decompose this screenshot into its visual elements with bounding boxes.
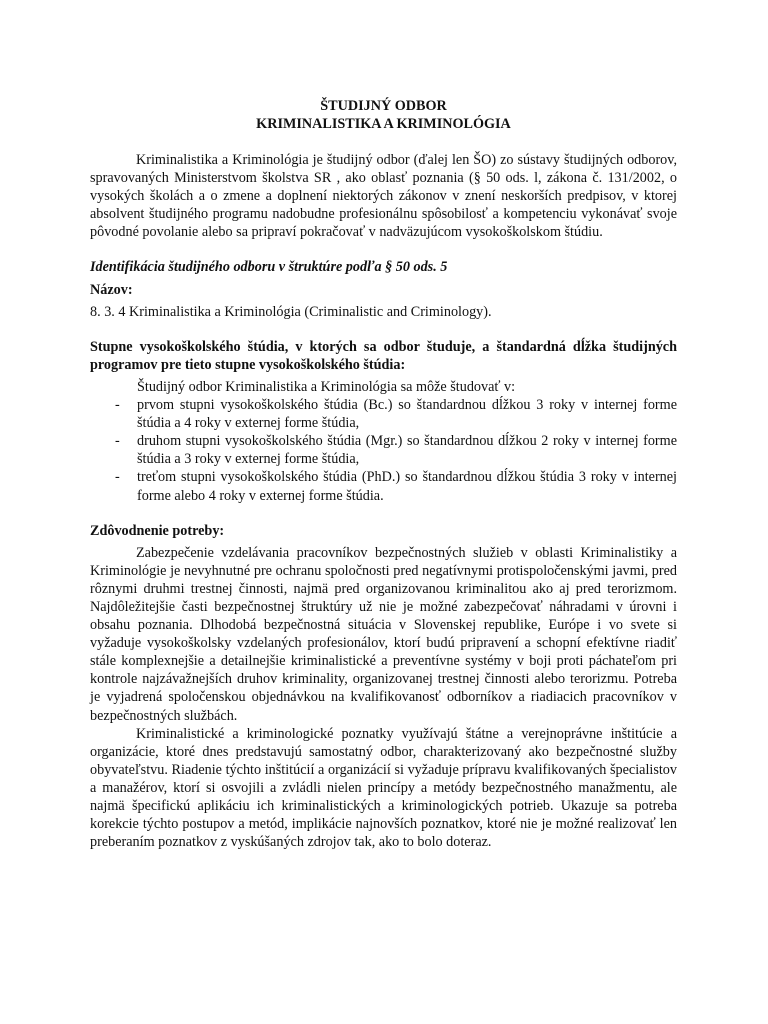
list-dash: -: [115, 469, 120, 486]
degrees-intro: Študijný odbor Kriminalistika a Kriminológia sa môže študovať v:: [137, 378, 516, 395]
document-body: [90, 97, 677, 851]
degrees-heading: Stupne vysokoškolského štúdia, v ktorých sa odbor študuje, a štandardná dĺžka študijných programov pre tieto stupne vysokoškolského štúdia:: [90, 338, 677, 373]
identification-heading: Identifikácia študijného odboru v štruktúre podľa § 50 ods. 5: [90, 259, 448, 276]
name-value: 8. 3. 4 Kriminalistika a Kriminológia (Criminalistic and Criminology).: [90, 303, 492, 320]
list-dash: -: [115, 397, 120, 414]
degree-text: treťom stupni vysokoškolského štúdia (PhD.) so štandardnou dĺžkou štúdia 3 roky v internej forme alebo 4 roky v externej forme štúdia.: [137, 469, 677, 504]
list-dash: -: [115, 433, 120, 450]
intro-paragraph: Kriminalistika a Kriminológia je študijný odbor (ďalej len ŠO) zo sústavy študijných odborov, spravovaných Ministerstvom školstva SR , ako oblasť poznania (§ 50 ods. l, zákona č. 131/2002, o vysokých školách a o zmene a doplnení niektorých zákonov v znení neskorších predpisov, v ktorej absolvent študijného programu nadobudne profesionálnu spôsobilosť a kompetenciu vykonávať svoje pôvodné povolanie alebo sa pripraví pokračovať v nadväzujúcom vysokoškolskom štúdiu.: [90, 152, 677, 241]
degree-item-master: [90, 432, 677, 468]
justification-paragraph-1: Zabezpečenie vzdelávania pracovníkov bezpečnostných služieb v oblasti Kriminalistiky a Kriminológie je nevyhnutné pre ochranu spoločnosti pred negatívnymi protispoločenskými javmi, pred rôznymi druhmi trestnej činnosti, najmä pred organizovanou kriminalitou ako aj pred terorizmom. Najdôležitejšie časti bezpečnostnej štruktúry už nie je možné zabezpečovať náhradami v úrovni i obsahu poznania. Dlhodobá bezpečnostná situácia v Slovenskej republike, Európe i vo svete si vyžaduje vysokoškolsky vzdelaných profesionálov, ktorí budú pripravení a schopní efektívne riadiť stále komplexnejšie a detailnejšie kriminalistické a preventívne systémy v boji proti páchateľom pri kontrole najzávažnejších druhov kriminality, organizovanej trestnej činnosti alebo terorizmu. Potreba je vyjadrená spoločenskou objednávkou na kvalifikovanosť odborníkov a riadiacich pracovníkov v bezpečnostných službách.: [90, 544, 677, 724]
degree-item-bachelor: [90, 396, 677, 432]
document-title-line-1: ŠTUDIJNÝ ODBOR: [320, 98, 447, 114]
degree-text: prvom stupni vysokoškolského štúdia (Bc.) so štandardnou dĺžkou 3 roky v internej forme štúdia a 4 roky v externej forme štúdia,: [137, 397, 677, 432]
name-heading: Názov:: [90, 281, 133, 298]
justification-paragraph-2: Kriminalistické a kriminologické poznatky využívajú štátne a verejnoprávne inštitúcie a organizácie, ktoré dnes predstavujú samostatný odbor, charakterizovaný ako bezpečnostné služby obyvateľstvu. Riadenie týchto inštitúcií a organizácií si vyžaduje prípravu kvalifikovaných špecialistov a manažérov, ktorí si osvojili a zvládli nielen princípy a metódy bezpečnostného manažmentu, ale najmä špecifickú aplikáciu ich kriminalistických a kriminologických potrieb. Ukazuje sa potreba korekcie týchto postupov a metód, implikácie najnovších poznatkov, ktoré nie je možné realizovať len preberaním poznatkov z vyskúšaných zdrojov tak, ako to bolo doteraz.: [90, 725, 677, 851]
degree-text: druhom stupni vysokoškolského štúdia (Mgr.) so štandardnou dĺžkou 2 roky v internej forme štúdia a 3 roky v externej forme štúdia,: [137, 433, 677, 468]
degree-item-doctoral: [90, 468, 677, 504]
document-title-line-2: KRIMINALISTIKA A KRIMINOLÓGIA: [256, 116, 511, 132]
degrees-list: [90, 396, 677, 505]
justification-heading: Zdôvodnenie potreby:: [90, 522, 225, 539]
